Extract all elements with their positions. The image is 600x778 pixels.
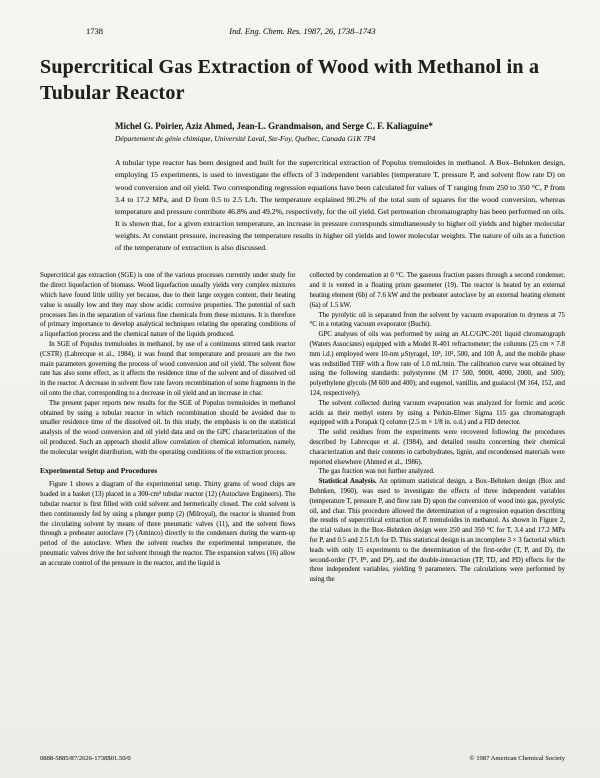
body-paragraph: The present paper reports new results for the SGE of Populus tremuloides in methanol obtained by using a tubular reactor in which recombination should be avoided due to smaller residence time of the dissolved oil. In this study, the emphasis is on the statistical analysis of the wood conversion and oil yield data and on the GPC characterization of the oil produced. Such an approach should allow correlation of chemical information, namely, the molecular weight distribution, with the operating conditions of the extraction process. [40, 399, 296, 456]
journal-reference: Ind. Eng. Chem. Res. 1987, 26, 1738–1743 [229, 26, 376, 36]
affiliation-line: Département de génie chimique, Université Laval, Ste-Foy, Québec, Canada G1K 7P4 [115, 134, 376, 144]
body-paragraph-statistical-analysis [310, 477, 566, 585]
body-paragraph: The gas fraction was not further analyzed. [318, 468, 435, 476]
body-paragraph: collected by condensation at 0 °C. The gaseous fraction passes through a second condenser, and it is vented in a floating prism gasometer (19). The reactor is heated by an external heating element (6b) of 7.6 kW and the preheater autoclave by an external heating element (6a) of 1.5 kW. [309, 272, 565, 309]
body-paragraph: The pyrolytic oil is separated from the solvent by vacuum evaporation to dryness at 75 °C in a rotating vacuum evaporator (Buchi). [309, 311, 565, 329]
body-paragraph: Supercritical gas extraction (SGE) is one of the various processes currently under study for the direct liquefaction of biomass. Wood liquefaction usually yields very complex mixtures which have found little utility yet because, due to their large oxygen content, their heating value is usually low and they may show acidic corrosive properties. The potential of such processes lies in the separation of various fine chemicals from these mixtures. It is therefore of primary importance to develop analytical techniques relating the operating conditions of a liquefaction process and the chemical nature of the liquids produced. [40, 272, 296, 339]
section-heading-experimental-setup: Experimental Setup and Procedures [40, 465, 158, 475]
right-column [310, 271, 566, 585]
statistical-analysis-text: An optimum statistical design, a Box–Behnken design (Box and Behnken, 1960), was used to investigate the effects of three independent variables (temperature T, pressure P, and flow rate D) upon the conversion of wood into gas, pyrolytic oil, and char. This procedure allowed the determination of a regression equation describing the results of supercritical extraction of P. tremuloides in methanol. As shown in Figure 2, the trial values in the Box–Behnken design were 250 and 350 °C for T, 3.4 and 17.2 MPa for P, and 0.5 and 2.5 L/h for D. This statistical design is an incomplete 3 × 3 factorial which leads with only 15 experiments to the determination of the first-order (T, P, and D), the second-order (T², P², and D²), and the double-interaction (TP, TD, and PD) effects for the three independent variables, yielding 9 parameters. The calculations were performed by using the [309, 478, 566, 584]
abstract-paragraph: A tubular type reactor has been designed and built for the supercritical extraction of Populus tremuloides in methanol. A Box–Behnken design, employing 15 experiments, is used to investigate the effects of 3 independent variables (temperature T, pressure P, and solvent flow rate D) on wood conversion and oil yield. Two corresponding regression equations have been calculated for values of T ranging from 250 to 350 °C, P from 3.4 to 17.2 MPa, and D from 0.5 to 2.5 L/h. The temperature explained 90.2% of the total sum of squares for the wood conversion, whereas temperature and pressure contribute 46.8% and 49.2%, respectively, for the oil yield. Gel permeation chromatography has been performed on oils. It is shown that, for a given extraction temperature, an increase in pressure corresponds simultaneously to higher oil yields and higher molecular weights. At constant pressure, increasing the temperature results in higher oil yields and lower molecular weights. The nature of oils as a function of the temperature of extraction is also discussed. [115, 158, 565, 253]
body-paragraph: GPC analyses of oils was performed by using an ALC/GPC-201 liquid chromatograph (Waters Associates) equipped with a Model R-401 refractometer; the columns (25 cm × 7.8 mm i.d.) employed were 10-nm μStyragel, 10³, 10², 500, and 100 Å, and the mobile phase was redistilled THF with a flow rate of 1.0 mL/min. The calibration curve was obtained by using the following standards: polystyrene (M 17 500, 9000, 4000, 2000, and 500); polyethylene glycols (M 600 and 400); and eugenol, vanillin, and guaiacol (M 164, 152, and 124, respectively). [309, 331, 565, 397]
body-paragraph: The solid residues from the experiments were recovered following the procedures described by Labrecque et al. (1984), and detailed results concerning their chemical characterization and their contents in carbohydrates, lignin, and recondensed materials were reported elsewhere (Ahmed et al., 1986). [309, 429, 565, 466]
article-body [40, 271, 565, 585]
page-header [40, 26, 565, 37]
page-number: 1738 [86, 26, 103, 36]
left-column [40, 271, 296, 585]
body-paragraph: Figure 1 shows a diagram of the experimental setup. Thirty grams of wood chips are loaded in a basket (13) placed in a 300-cm³ tubular reactor (12) (Autoclave Engineers). The tubular reactor is first filled with cold solvent and hermetically closed. The cold solvent is then continuously fed by using a plunger pump (2) (Milroyal), the reactor is shunted from the circulating solvent by means of three pneumatic valves (11), and the solvent flows through a preheater autoclave (7) (Aminco) directly to the condensers during the warm-up period of the autoclave. When the solvent reaches the experimental temperature, the pneumatic valves drive the hot solvent through the reactor. The expansion valves (16) allow an accurate control of the pressure in the reactor, and the liquid is [40, 481, 296, 567]
footer-issn-code: 0888-5885/87/2626-1738$01.50/0 [40, 755, 131, 762]
run-in-heading-statistical-analysis: Statistical Analysis. [318, 478, 377, 486]
footer-copyright: © 1987 American Chemical Society [469, 755, 565, 762]
body-paragraph: In SGE of Populus tremuloides in methanol, by use of a continuous stirred tank reactor (CSTR) (Labrecque et al., 1984), it was found that temperature and pressure are the two main parameters governing the process of wood conversion and oil yield. The solvent flow rate has also some effect, as it affects the residence time of the solvent and of dissolved oil in the reactor. A decrease in solvent flow rate favors recombination of some fragments in the oil onto the char, corresponding to a decrease in oil yield and an increase in char. [40, 341, 296, 397]
authors-line: Michel G. Poirier, Aziz Ahmed, Jean-L. Grandmaison, and Serge C. F. Kaliaguine* [115, 121, 433, 132]
page-footer [40, 755, 565, 762]
body-paragraph: The solvent collected during vacuum evaporation was analyzed for formic and acetic acids as their methyl esters by using a Perkin-Elmer Sigma 115 gas chromatograph equipped with a Porapak Q column (2.5 m × 1/8 in. o.d.) and a FID detector. [309, 399, 565, 427]
article-title: Supercritical Gas Extraction of Wood with Methanol in a Tubular Reactor [40, 56, 540, 104]
